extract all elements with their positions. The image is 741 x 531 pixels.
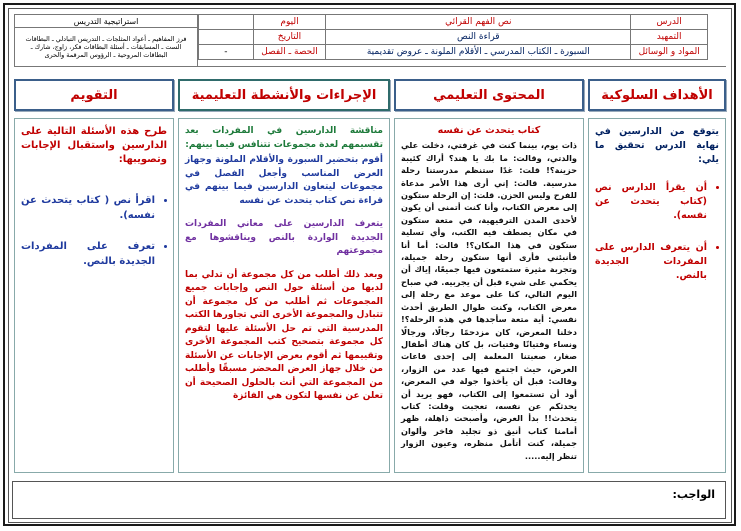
intro-value: قراءة النص (326, 30, 631, 45)
evaluation-intro: طرح هذه الأسئلة التالية على الدارسين واستقبال الإجابات وتصويبها: (21, 126, 167, 165)
materials-value: السبورة ـ الكتاب المدرسي ـ الأقلام الملونة ـ عروض تقديمية (326, 45, 631, 60)
procedures-intro: مناقشة الدارسين في المفردات بعد تقسيمهم لعدة مجموعات تتنافس فيما بينهم: (185, 126, 383, 150)
header-evaluation: التقويم (14, 79, 174, 111)
strategy-table (14, 14, 198, 67)
date-label: التاريخ (253, 30, 326, 45)
info-divider (14, 66, 726, 67)
period-value: - (199, 45, 254, 60)
day-value (199, 15, 254, 30)
strategy-title: استراتيجية التدريس (15, 15, 198, 28)
procedures-column (178, 118, 390, 473)
homework-label: الواجب: (672, 488, 715, 501)
lesson-label: الدرس (631, 15, 708, 30)
header-objectives: الأهداف السلوكية (588, 79, 726, 111)
evaluation-item: • اقرأ نص ( كتاب يتحدث عن نفسه). (21, 193, 155, 223)
procedures-vocabulary: يتعرف الدارسين على معاني المفردات الجديدة الواردة بالنص ويناقشوها مع مجموعتهم (185, 219, 383, 256)
day-label: اليوم (253, 15, 326, 30)
objectives-intro: يتوقع من الدارسين في نهاية الدرس تحقيق ما يلي: (595, 126, 719, 165)
evaluation-column (14, 118, 174, 473)
evaluation-item: • تعرف على المفردات الجديدة بالنص. (21, 239, 155, 269)
header-procedures: الإجراءات والأنشطة التعليمية (178, 79, 390, 111)
lesson-value: نص الفهم القرائي (326, 15, 631, 30)
intro-label: التمهيد (631, 30, 708, 45)
story-title: كتاب يتحدث عن نفسه (437, 125, 541, 136)
homework-box (12, 481, 726, 519)
evaluation-list (21, 193, 167, 269)
objectives-column (588, 118, 726, 473)
schedule-table (198, 14, 708, 60)
content-column (394, 118, 584, 473)
story-text: ذات يوم، بينما كنت في غرفتي، دخلت علي والدتي، وقالت: ما بك يا هند؟ أراك كئيبة حزينة؟! قلت: غدًا ستنظم مدرستنا رحلة مدرسية. قالت: إني أرى هذا الأمر مدعاة للفرح وليس الحزن. قلت: إن الرحلة ستكون إلى معرض الكتاب، وأنا كنت أتمنى أن يكون لأحدى المدن الترفيهية، في متعة ستكون في مكان يصطف فيه الكتب، وأي تسلية ستكون في هذا المكان؟! قالت: أما أنا فأنبئني فأرى أنها ستكون رحلة جميلة، وتجربة مثيرة ستمتعون فيها جميعًا، إياك أن يحكمي على شيء قبل أن يجربيه. في صباح اليوم التالي، كنا على موعد مع رحلة إلى معرض الكتاب، وكنت طوال الطريق أحدث نفسي: أية متعة سأجدها في هذه الرحلة؟! دخلنا المعرض، كان مزدحمًا رجالًا، ورجالًا ونساء وفتيانًا وفتيات، بل كان هناك أطفال صغار، صعبتنا المعلمة إلى إحدى قاعات العرض، حيث اجتمع فيها عدد من الزوار، وقالت: قبل أن يأخذوا جولة في المعرض، أود أن تستمعوا إلى الكتاب، فهو يريد أن يحدثكم عن نفسه، تعجبت وقلت: كتاب يتحدث!! بدأ العرض، وأصبحت ذاهلة، ظهر أمامنا كتاب أنيق ذو تجليد فاخر وألوان جميلة، كنت أتأمل منظره، وعيون الزوار تنظر إليه..... (401, 140, 577, 461)
objective-item: • أن يتعرف الدارس على المفردات الجديدة بالنص. (595, 241, 707, 283)
procedures-group-work: وبعد ذلك أطلب من كل مجموعة أن تدلي بما لديها من أسئلة حول النص وإجابات جميع المجموعات ثم أطلب من كل مجموعة أن تتبادل والمجموعة الأخرى التي تجاورها الكتب المدرسية التي تم حل الأسئلة عليها لتقوم كل مجموعة بتصحيح كتب المجموعة الأخرى وتقييمها ثم أقوم بعرض الإجابات عن الأسئلة من خلال جهاز العرض المحضر مسبقًا وأطلب من المجموعة التي أتت بالحلول الصحيحة أن تعلن عن نفسها لتكون هي الفائزة (185, 269, 383, 401)
objective-item: • أن يقرأ الدارس نص (كتاب يتحدث عن نفسه). (595, 181, 707, 223)
date-value (199, 30, 254, 45)
period-label: الحصة ـ الفصل (253, 45, 326, 60)
header-content: المحتوى التعليمي (394, 79, 584, 111)
strategy-text: فرز المفاهيم ـ أعواد المثلجات ـ التدريس التبادلي ـ البطاقات الست ـ المسابقات ـ أسئلة البطاقات فكر، زاوج، شارك ـ البطاقات المروحية ـ الرؤوس المرقمة والحرى (15, 28, 198, 67)
procedures-preparation: أقوم بتحضير السبورة والأقلام الملونة وجهاز العرض المناسب وأجعل الفصل في مجموعات ليتعاون الدارسين فيما بينهم في قراءة نص كتاب يتحدث عن نفسه (185, 155, 383, 206)
materials-label: المواد و الوسائل (631, 45, 708, 60)
objectives-list (595, 181, 719, 283)
